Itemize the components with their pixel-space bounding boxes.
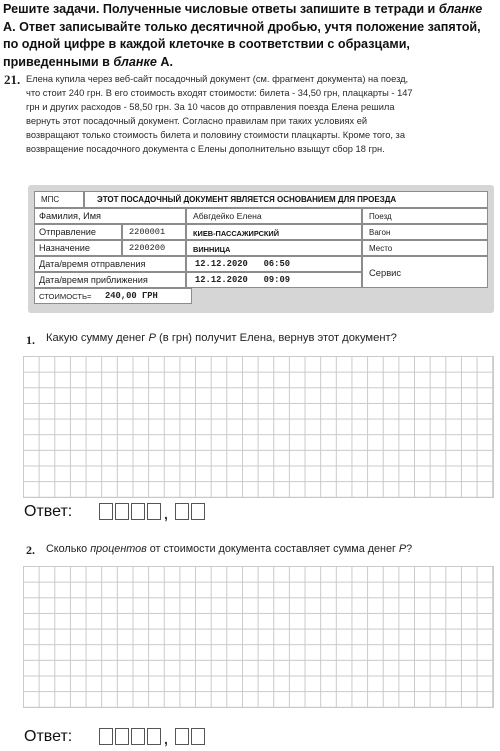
destination-label-cell [34,240,122,256]
train-label: Поезд [369,212,392,221]
dep-time-label: Дата/время отправления [39,259,146,269]
departure-station-cell [186,224,362,240]
arr-time-label: Дата/время приближения [39,275,148,285]
departure-label: Отправление [39,227,97,237]
arr-time-label-cell [34,272,186,288]
work-grid-2[interactable] [23,566,494,708]
task-line: Елена купила через веб-сайт посадочный документ (см. фрагмент документа) на поезд, [26,74,409,84]
dep-time-label-cell [34,256,186,272]
answer-1-digit-box[interactable] [115,503,129,520]
cost-cell [34,288,192,304]
ticket-mps-cell [34,191,84,208]
answer-2-digit-box[interactable] [175,728,189,745]
departure-label-cell [34,224,122,240]
service-label: Сервис [369,267,402,278]
train-cell [362,208,488,224]
destination-label: Назначение [39,243,91,253]
destination-code: 2200200 [129,243,166,253]
answer-2-digit-box[interactable] [99,728,113,745]
seat-cell [362,240,488,256]
answer-2-digit-box[interactable] [191,728,205,745]
answer-1-digit-box[interactable] [147,503,161,520]
answer-1-digit-box[interactable] [191,503,205,520]
seat-label: Место [369,244,393,253]
name-value: Абвгдейко Елена [193,211,262,221]
task-line: вернуть этот посадочный документ. Согласно правилам при таких условиях ей [26,116,368,126]
task-number: 21. [4,72,21,87]
departure-code-cell [122,224,186,240]
answer-2-comma: , [164,731,168,747]
cost-value: 240,00 ГРН [105,291,158,301]
answer-2-digit-box[interactable] [147,728,161,745]
answer-2-digit-box[interactable] [115,728,129,745]
wagon-label: Вагон [369,228,391,237]
answer-1-digit-box[interactable] [175,503,189,520]
destination-code-cell [122,240,186,256]
task-line: что стоит 240 грн. В его стоимость входят стоимости: билета - 34,50 грн, плацкарты - 147 [26,88,413,98]
answer-2-digit-box[interactable] [131,728,145,745]
wagon-cell [362,224,488,240]
instructions [3,1,497,71]
ticket-mps: МПС [41,195,60,204]
dep-time-value-cell [186,256,362,272]
arr-time-value: 12.12.2020 09:09 [195,275,291,285]
question-2-text: Сколько процентов от стоимости документа составляет сумма денег P? [46,543,413,555]
answer-1-digit-box[interactable] [131,503,145,520]
question-2-number: 2. [26,543,35,557]
cost-label: СТОИМОСТЬ= [39,292,92,301]
service-cell [362,256,488,288]
name-label-cell [34,208,186,224]
task-text [26,72,494,156]
task-line: грн и других расходов - 58,50 грн. За 10 часов до отправления поезда Елена решила [26,102,395,112]
departure-code: 2200001 [129,227,166,237]
ticket-fragment [28,185,494,313]
answer-1-comma: , [164,506,168,522]
arr-time-value-cell [186,272,362,288]
task-line: возвращают только стоимость билета и половину стоимости плацкарты. Кроме того, за [26,130,405,140]
destination-station: ВИННИЦА [193,245,231,254]
instructions-line-2: А. Ответ записывайте только десятичной дробью, учтя положение запятой, [3,19,481,34]
instructions-line-3: по одной цифре в каждой клеточке в соответствии с образцами, [3,37,410,51]
ticket-heading-cell [84,191,488,208]
answer-1-digit-box[interactable] [99,503,113,520]
dep-time-value: 12.12.2020 06:50 [195,259,291,269]
destination-station-cell [186,240,362,256]
instructions-line-1: Решите задачи. Полученные числовые ответы запишите в тетради и бланке [3,2,483,16]
question-1-number: 1. [26,333,35,347]
question-1-text: Какую сумму денег P (в грн) получит Елена, вернув этот документ? [46,332,397,344]
task-line: возвращение посадочного документа с Елены дополнительно взыщут сбор 18 грн. [26,144,385,154]
instructions-line-4: приведенными в бланке А. [3,54,173,69]
answer-1-label: Ответ: [24,503,73,520]
ticket-heading: ЭТОТ ПОСАДОЧНЫЙ ДОКУМЕНТ ЯВЛЯЕТСЯ ОСНОВАНИЕМ ДЛЯ ПРОЕЗДА [97,195,397,204]
name-value-cell [186,208,362,224]
answer-2-label: Ответ: [24,728,73,745]
departure-station: КИЕВ-ПАССАЖИРСКИЙ [193,229,280,238]
work-grid-1[interactable] [23,356,494,498]
name-label: Фамилия, Имя [39,211,102,221]
